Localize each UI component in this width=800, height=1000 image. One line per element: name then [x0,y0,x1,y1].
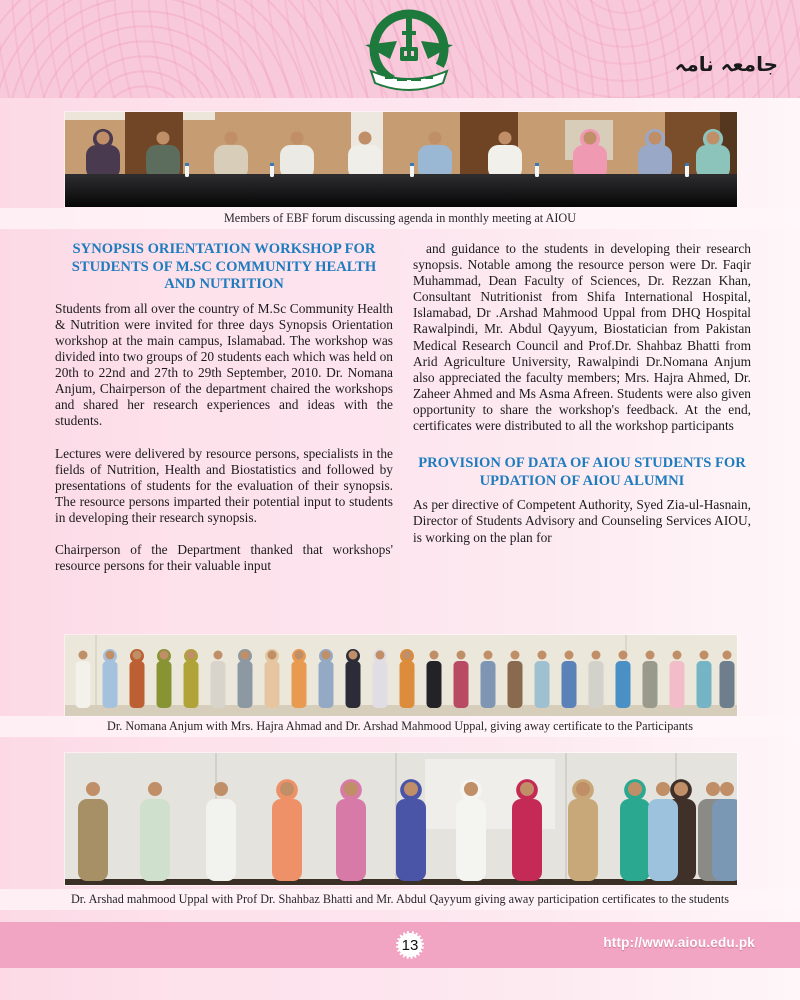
article-paragraph: Chairperson of the Department thanked that workshops' resource persons for their valuable input [55,542,393,574]
article-column-left [55,241,393,590]
article-paragraph: Lectures were delivered by resource persons, specialists in the fields of Nutrition, Health and Biostatistics and followed by presentations of students for the evaluation of their synopsis. The resource persons imparted their potential input to students in developing their research synopsis. [55,445,393,525]
page-number-badge [396,931,424,959]
meeting-photo [65,112,737,207]
website-url-link[interactable]: http://www.aiou.edu.pk [603,935,755,950]
photo-caption-3: Dr. Arshad mahmood Uppal with Prof Dr. Shahbaz Bhatti and Mr. Abdul Qayyum giving away participation certificates to the students [0,889,800,910]
certificate-photo-2 [65,753,737,885]
article-heading-synopsis-workshop: SYNOPSIS ORIENTATION WORKSHOP FOR STUDENTS OF M.SC COMMUNITY HEALTH AND NUTRITION [71,241,377,293]
page-number: 13 [401,936,419,954]
article-paragraph: Students from all over the country of M.Sc Community Health & Nutrition were invited for three days Synopsis Orientation workshop at the main campus, Islamabad. The workshop was divided into two groups of 20 students each which was held on 20th to 22nd and 27th to 29th September, 2010. Dr. Nomana Anjum, Chairperson of the department chaired the workshops and shared her research experiences and ideas with the students. [55,300,393,429]
aiou-university-emblem-icon [356,5,462,97]
footer-band [0,922,800,968]
article-paragraph: and guidance to the students in developing their research synopsis. Notable among the resource person were Dr. Faqir Muhammad, Dean Faculty of Sciences, Dr. Rezzan Khan, Consultant Nutritionist from Shifa International Hospital, Islamabad, Dr .Arshad Mahmood Uppal from DHQ Hospital Rawalpindi, Mr. Abdul Qayyum, Biostatician from Pakistan Medical Research Council and Prof.Dr. Shahbaz Bhatti from Arid Agriculture University, Rawalpindi Dr.Nomana Anjum also appreciated the faculty members; Mrs. Hajra Ahmed, Dr. Zaheer Ahmed and Ms Asma Afreen. Students were also given opportunity to share the workshop's feedback. At the end, certificates were distributed to all the workshop participants [413,241,751,434]
article-columns [55,241,751,590]
article-paragraph: As per directive of Competent Authority, Syed Zia-ul-Hasnain, Director of Students Advisory and Counseling Services AIOU, is working on the plan for [413,497,751,545]
photo-caption-1: Members of EBF forum discussing agenda in monthly meeting at AIOU [0,208,800,229]
masthead-band [0,0,800,98]
article-column-right [413,241,751,590]
certificate-photo-1 [65,635,737,716]
article-heading-alumni-data: PROVISION OF DATA OF AIOU STUDENTS FOR UPDATION OF AIOU ALUMNI [418,455,746,489]
urdu-masthead-title: جامعہ نامہ [674,52,778,76]
photo-caption-2: Dr. Nomana Anjum with Mrs. Hajra Ahmad and Dr. Arshad Mahmood Uppal, giving away certificate to the Participants [0,716,800,737]
